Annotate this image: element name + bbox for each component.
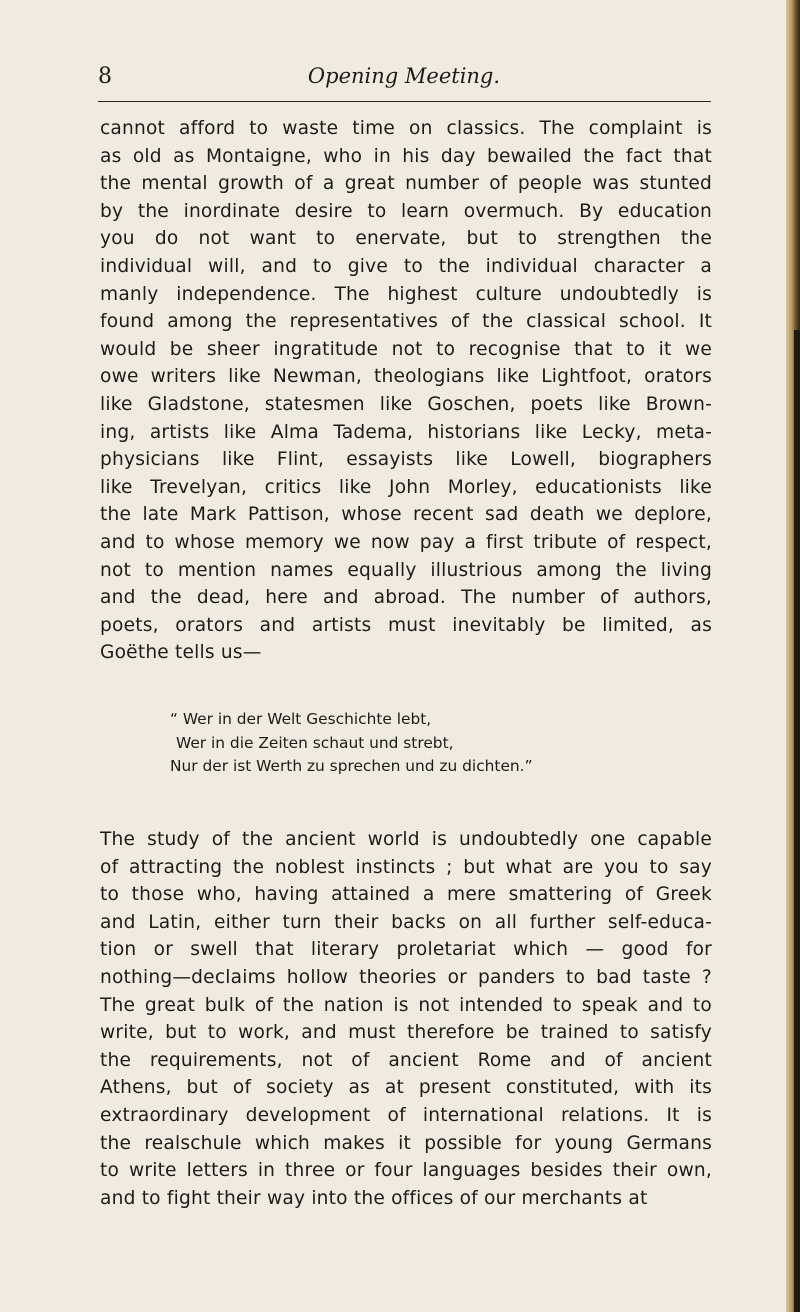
text-line: Goëthe tells us— (100, 642, 262, 664)
text-line: The great bulk of the nation is not intended to speak and to (100, 994, 712, 1016)
running-title: Opening Meeting. (307, 64, 501, 88)
header-rule (98, 101, 711, 102)
text-line: manly independence. The highest culture undoubtedly is (100, 283, 712, 305)
paragraph-1 (100, 115, 712, 667)
text-line: not to mention names equally illustrious among the living (100, 559, 712, 581)
text-line: would be sheer ingratitude not to recognise that to it we (100, 338, 712, 360)
text-line: owe writers like Newman, theologians like Lightfoot, orators (100, 366, 712, 388)
text-line: to write letters in three or four languages besides their own, (100, 1160, 712, 1182)
text-line: nothing—declaims hollow theories or panders to bad taste ? (100, 966, 712, 988)
text-line: physicians like Flint, essayists like Lowell, biographers (100, 449, 712, 471)
text-line: like Gladstone, statesmen like Goschen, poets like Brown- (100, 393, 712, 415)
text-line: of attracting the noblest instincts ; but what are you to say (100, 856, 712, 878)
text-line: and to fight their way into the offices of our merchants at (100, 1187, 648, 1209)
text-line: like Trevelyan, critics like John Morley, educationists like (100, 476, 712, 498)
text-line: and the dead, here and abroad. The number of authors, (100, 587, 712, 609)
text-line: you do not want to enervate, but to strengthen the (100, 228, 712, 250)
page-number: 8 (98, 64, 112, 89)
text-line: poets, orators and artists must inevitably be limited, as (100, 614, 712, 636)
text-line: found among the representatives of the classical school. It (100, 311, 712, 333)
text-line: individual will, and to give to the individual character a (100, 255, 712, 277)
text-line: by the inordinate desire to learn overmuch. By education (100, 200, 712, 222)
goethe-quote (170, 708, 690, 779)
text-line: as old as Montaigne, who in his day bewailed the fact that (100, 145, 712, 167)
text-line: extraordinary development of international relations. It is (100, 1104, 712, 1126)
text-line: ing, artists like Alma Tadema, historians like Lecky, meta- (100, 421, 712, 443)
text-line: and to whose memory we now pay a first tribute of respect, (100, 531, 712, 553)
text-line: and Latin, either turn their backs on all further self-educa- (100, 911, 712, 933)
text-line: The study of the ancient world is undoubtedly one capable (100, 829, 712, 850)
text-line: to those who, having attained a mere smattering of Greek (100, 884, 712, 906)
text-line: write, but to work, and must therefore be trained to satisfy (100, 1022, 712, 1044)
quote-line: Nur der ist Werth zu sprechen und zu dichten.” (170, 757, 533, 775)
quote-line: Wer in die Zeiten schaut und strebt, (176, 733, 454, 752)
running-head (98, 64, 710, 104)
text-line: the late Mark Pattison, whose recent sad death we deplore, (100, 504, 712, 526)
page-edge-dark-band (794, 330, 800, 1312)
text-line: the requirements, not of ancient Rome and of ancient (100, 1049, 712, 1071)
text-line: the mental growth of a great number of people was stunted (100, 173, 712, 195)
text-line: tion or swell that literary proletariat which — good for (100, 939, 712, 961)
paragraph-2 (100, 826, 712, 1212)
text-line: Athens, but of society as at present constituted, with its (100, 1077, 712, 1099)
quote-line: “ Wer in der Welt Geschichte lebt, (170, 710, 432, 728)
text-line: the realschule which makes it possible for young Germans (100, 1132, 712, 1154)
text-line: cannot afford to waste time on classics. The complaint is (100, 118, 712, 139)
